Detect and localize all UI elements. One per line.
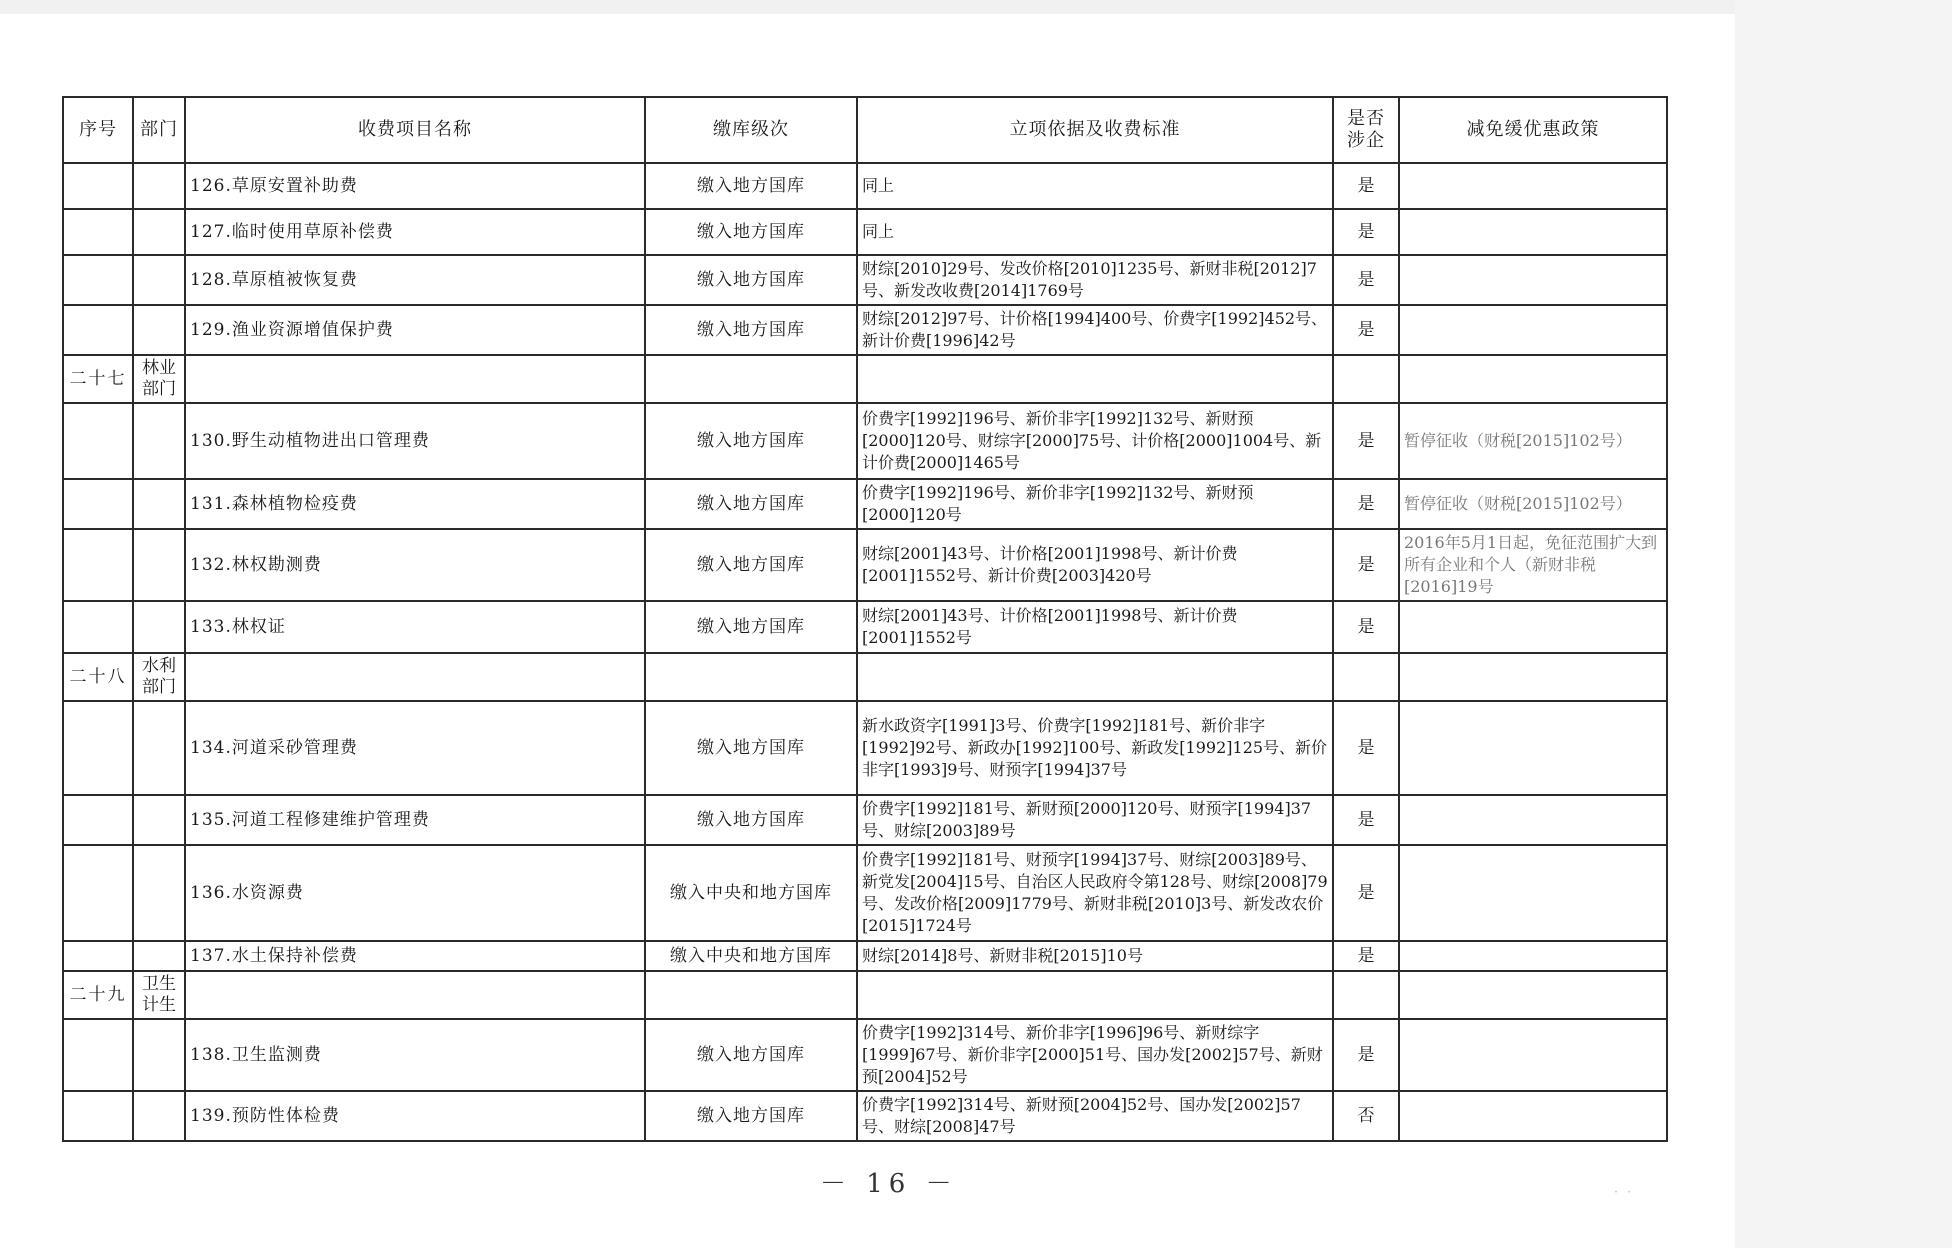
table-header-row <box>63 97 1667 163</box>
cell-legal-basis: 价费字[1992]181号、新财预[2000]120号、财预字[1994]37号、财综[2003]89号 <box>857 795 1333 845</box>
cell-fee-name: 139.预防性体检费 <box>185 1091 645 1141</box>
table-row <box>63 1091 1667 1141</box>
cell-enterprise-related: 是 <box>1333 941 1399 971</box>
cell-dept <box>133 601 185 653</box>
cell-enterprise-related <box>1333 355 1399 403</box>
cell-enterprise-related: 是 <box>1333 305 1399 355</box>
section-row <box>63 355 1667 403</box>
cell-treasury-level <box>645 971 857 1019</box>
cell-treasury-level: 缴入地方国库 <box>645 795 857 845</box>
cell-legal-basis: 财综[2012]97号、计价格[1994]400号、价费字[1992]452号、新计价费[1996]42号 <box>857 305 1333 355</box>
table-row <box>63 163 1667 209</box>
cell-dept <box>133 1019 185 1091</box>
table-row <box>63 941 1667 971</box>
scan-top-shadow <box>0 0 1952 14</box>
cell-seq <box>63 1091 133 1141</box>
table-row <box>63 845 1667 941</box>
cell-treasury-level <box>645 355 857 403</box>
cell-legal-basis: 同上 <box>857 209 1333 255</box>
cell-seq: 二十八 <box>63 653 133 701</box>
header-enterprise: 是否 涉企 <box>1333 97 1399 163</box>
section-row <box>63 971 1667 1019</box>
cell-relief-policy <box>1399 163 1667 209</box>
table-row <box>63 795 1667 845</box>
scan-speck: ˙ ˙ <box>1612 1188 1634 1207</box>
cell-treasury-level: 缴入地方国库 <box>645 1091 857 1141</box>
cell-relief-policy <box>1399 971 1667 1019</box>
cell-fee-name <box>185 971 645 1019</box>
page-number: － 16 － <box>820 1169 958 1199</box>
cell-treasury-level: 缴入地方国库 <box>645 529 857 601</box>
cell-dept <box>133 795 185 845</box>
cell-legal-basis: 同上 <box>857 163 1333 209</box>
cell-seq <box>63 529 133 601</box>
cell-seq <box>63 403 133 479</box>
cell-relief-policy <box>1399 355 1667 403</box>
cell-dept <box>133 529 185 601</box>
cell-fee-name <box>185 653 645 701</box>
cell-relief-policy <box>1399 305 1667 355</box>
cell-relief-policy <box>1399 701 1667 795</box>
cell-fee-name: 136.水资源费 <box>185 845 645 941</box>
table-row <box>63 701 1667 795</box>
cell-seq <box>63 1019 133 1091</box>
cell-fee-name: 132.林权勘测费 <box>185 529 645 601</box>
cell-treasury-level: 缴入中央和地方国库 <box>645 845 857 941</box>
cell-dept <box>133 1091 185 1141</box>
cell-relief-policy: 暂停征收（财税[2015]102号） <box>1399 403 1667 479</box>
cell-fee-name: 131.森林植物检疫费 <box>185 479 645 529</box>
cell-enterprise-related: 否 <box>1333 1091 1399 1141</box>
cell-relief-policy <box>1399 941 1667 971</box>
cell-dept: 林业 部门 <box>133 355 185 403</box>
cell-legal-basis: 财综[2014]8号、新财非税[2015]10号 <box>857 941 1333 971</box>
cell-enterprise-related: 是 <box>1333 163 1399 209</box>
cell-legal-basis <box>857 355 1333 403</box>
cell-relief-policy <box>1399 845 1667 941</box>
cell-fee-name: 135.河道工程修建维护管理费 <box>185 795 645 845</box>
cell-seq <box>63 845 133 941</box>
cell-treasury-level: 缴入中央和地方国库 <box>645 941 857 971</box>
cell-legal-basis: 价费字[1992]196号、新价非字[1992]132号、新财预[2000]120号、财综字[2000]75号、计价格[2000]1004号、新计价费[2000]1465号 <box>857 403 1333 479</box>
cell-enterprise-related: 是 <box>1333 701 1399 795</box>
cell-enterprise-related: 是 <box>1333 403 1399 479</box>
cell-legal-basis: 价费字[1992]314号、新财预[2004]52号、国办发[2002]57号、财综[2008]47号 <box>857 1091 1333 1141</box>
cell-enterprise-related: 是 <box>1333 479 1399 529</box>
cell-fee-name: 133.林权证 <box>185 601 645 653</box>
cell-enterprise-related: 是 <box>1333 601 1399 653</box>
cell-treasury-level: 缴入地方国库 <box>645 701 857 795</box>
cell-seq <box>63 601 133 653</box>
cell-legal-basis <box>857 971 1333 1019</box>
cell-fee-name: 137.水土保持补偿费 <box>185 941 645 971</box>
cell-legal-basis: 财综[2001]43号、计价格[2001]1998号、新计价费[2001]1552号、新计价费[2003]420号 <box>857 529 1333 601</box>
table-row <box>63 601 1667 653</box>
cell-seq <box>63 305 133 355</box>
fee-table <box>62 96 1668 1142</box>
header-policy: 减免缓优惠政策 <box>1399 97 1667 163</box>
cell-enterprise-related: 是 <box>1333 529 1399 601</box>
cell-seq: 二十九 <box>63 971 133 1019</box>
cell-legal-basis: 财综[2001]43号、计价格[2001]1998号、新计价费[2001]1552号 <box>857 601 1333 653</box>
cell-relief-policy <box>1399 1019 1667 1091</box>
cell-dept: 卫生 计生 <box>133 971 185 1019</box>
cell-enterprise-related: 是 <box>1333 209 1399 255</box>
cell-seq <box>63 163 133 209</box>
cell-dept <box>133 845 185 941</box>
cell-fee-name: 129.渔业资源增值保护费 <box>185 305 645 355</box>
table-row <box>63 529 1667 601</box>
cell-legal-basis: 价费字[1992]314号、新价非字[1996]96号、新财综字[1999]67号、新价非字[2000]51号、国办发[2002]57号、新财预[2004]52号 <box>857 1019 1333 1091</box>
cell-relief-policy <box>1399 1091 1667 1141</box>
cell-relief-policy: 2016年5月1日起，免征范围扩大到所有企业和个人（新财非税[2016]19号 <box>1399 529 1667 601</box>
cell-treasury-level: 缴入地方国库 <box>645 305 857 355</box>
cell-seq <box>63 795 133 845</box>
cell-dept <box>133 305 185 355</box>
cell-dept <box>133 941 185 971</box>
cell-enterprise-related: 是 <box>1333 795 1399 845</box>
cell-dept <box>133 403 185 479</box>
cell-fee-name: 126.草原安置补助费 <box>185 163 645 209</box>
cell-relief-policy <box>1399 795 1667 845</box>
cell-dept <box>133 255 185 305</box>
cell-enterprise-related <box>1333 971 1399 1019</box>
cell-legal-basis: 财综[2010]29号、发改价格[2010]1235号、新财非税[2012]7号、新发改收费[2014]1769号 <box>857 255 1333 305</box>
cell-legal-basis: 价费字[1992]181号、财预字[1994]37号、财综[2003]89号、新党发[2004]15号、自治区人民政府令第128号、财综[2008]79号、发改价格[2009]1779号、新财非税[2010]3号、新发改农价[2015]1724号 <box>857 845 1333 941</box>
cell-relief-policy <box>1399 209 1667 255</box>
table-row <box>63 1019 1667 1091</box>
cell-fee-name: 127.临时使用草原补偿费 <box>185 209 645 255</box>
cell-seq <box>63 255 133 305</box>
table-row <box>63 305 1667 355</box>
cell-enterprise-related <box>1333 653 1399 701</box>
cell-enterprise-related: 是 <box>1333 845 1399 941</box>
cell-seq: 二十七 <box>63 355 133 403</box>
table-row <box>63 209 1667 255</box>
section-row <box>63 653 1667 701</box>
cell-legal-basis: 价费字[1992]196号、新价非字[1992]132号、新财预[2000]120号 <box>857 479 1333 529</box>
cell-enterprise-related: 是 <box>1333 1019 1399 1091</box>
header-level: 缴库级次 <box>645 97 857 163</box>
cell-dept <box>133 163 185 209</box>
cell-relief-policy <box>1399 255 1667 305</box>
cell-legal-basis: 新水政资字[1991]3号、价费字[1992]181号、新价非字[1992]92号、新政办[1992]100号、新政发[1992]125号、新价非字[1993]9号、财预字[1994]37号 <box>857 701 1333 795</box>
cell-treasury-level: 缴入地方国库 <box>645 479 857 529</box>
cell-treasury-level <box>645 653 857 701</box>
cell-relief-policy <box>1399 653 1667 701</box>
header-dept: 部门 <box>133 97 185 163</box>
cell-fee-name: 134.河道采砂管理费 <box>185 701 645 795</box>
cell-seq <box>63 941 133 971</box>
cell-dept: 水利 部门 <box>133 653 185 701</box>
cell-seq <box>63 209 133 255</box>
cell-fee-name: 138.卫生监测费 <box>185 1019 645 1091</box>
table-row <box>63 255 1667 305</box>
table-row <box>63 479 1667 529</box>
cell-fee-name: 128.草原植被恢复费 <box>185 255 645 305</box>
header-seq: 序号 <box>63 97 133 163</box>
cell-seq <box>63 479 133 529</box>
cell-dept <box>133 701 185 795</box>
table-body <box>63 163 1667 1141</box>
header-name: 收费项目名称 <box>185 97 645 163</box>
cell-fee-name: 130.野生动植物进出口管理费 <box>185 403 645 479</box>
cell-fee-name <box>185 355 645 403</box>
cell-legal-basis <box>857 653 1333 701</box>
cell-treasury-level: 缴入地方国库 <box>645 601 857 653</box>
cell-dept <box>133 209 185 255</box>
cell-treasury-level: 缴入地方国库 <box>645 163 857 209</box>
cell-treasury-level: 缴入地方国库 <box>645 1019 857 1091</box>
cell-seq <box>63 701 133 795</box>
cell-enterprise-related: 是 <box>1333 255 1399 305</box>
cell-relief-policy: 暂停征收（财税[2015]102号） <box>1399 479 1667 529</box>
scan-margin-strip <box>1735 0 1952 1248</box>
cell-treasury-level: 缴入地方国库 <box>645 209 857 255</box>
cell-treasury-level: 缴入地方国库 <box>645 255 857 305</box>
table-row <box>63 403 1667 479</box>
cell-treasury-level: 缴入地方国库 <box>645 403 857 479</box>
cell-dept <box>133 479 185 529</box>
cell-relief-policy <box>1399 601 1667 653</box>
header-basis: 立项依据及收费标准 <box>857 97 1333 163</box>
